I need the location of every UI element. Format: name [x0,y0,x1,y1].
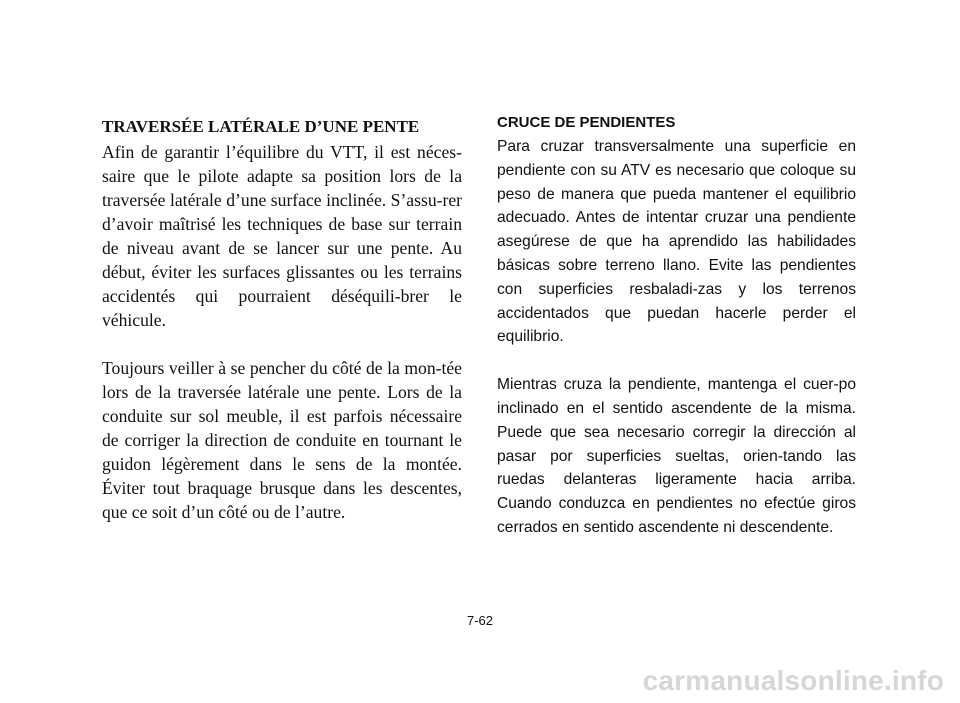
french-paragraph-1: Afin de garantir l’équilibre du VTT, il est néces-saire que le pilote adapte sa position lors de la traversée latérale d’une surface inclinée. S’assu-rer d’avoir maîtrisé les techniques de base sur terrain de niveau avant de se lancer sur une pente. Au début, éviter les surfaces glissantes ou les terrains accidentés qui pourraient déséquili-brer le véhicule. [102,142,462,330]
french-column [102,114,462,524]
french-heading: TRAVERSÉE LATÉRALE D’UNE PENTE [102,117,420,136]
watermark: carmanualsonline.info [642,665,944,696]
spanish-paragraph-2: Mientras cruza la pendiente, mantenga el cuer-po inclinado en el sentido ascendente de la misma. Puede que sea necesario corregir la dirección al pasar por superficies sueltas, orien-tando las ruedas delanteras ligeramente hacia arriba. Cuando conduzca en pendientes no efectúe giros cerrados en sentido ascendente ni descendente. [497,376,856,536]
spanish-column [497,111,856,540]
spanish-heading: CRUCE DE PENDIENTES [497,114,676,131]
page-number: 7-62 [466,613,494,628]
french-paragraph-2: Toujours veiller à se pencher du côté de la mon-tée lors de la traversée latérale une pente. Lors de la conduite sur sol meuble, il est parfois nécessaire de corriger la direction de conduite en tournant le guidon légèrement dans le sens de la montée. Éviter tout braquage brusque dans les descentes, que ce soit d’un côté ou de l’autre. [102,358,462,522]
spanish-paragraph-1: Para cruzar transversalmente una superficie en pendiente con su ATV es necesario que coloque su peso de manera que pueda mantener el equilibrio adecuado. Antes de intentar cruzar una pendiente asegúrese de que ha aprendido las habilidades básicas sobre terreno llano. Evite las pendientes con superficies resbaladi-zas y los terrenos accidentados que puedan hacerle perder el equilibrio. [497,138,856,346]
